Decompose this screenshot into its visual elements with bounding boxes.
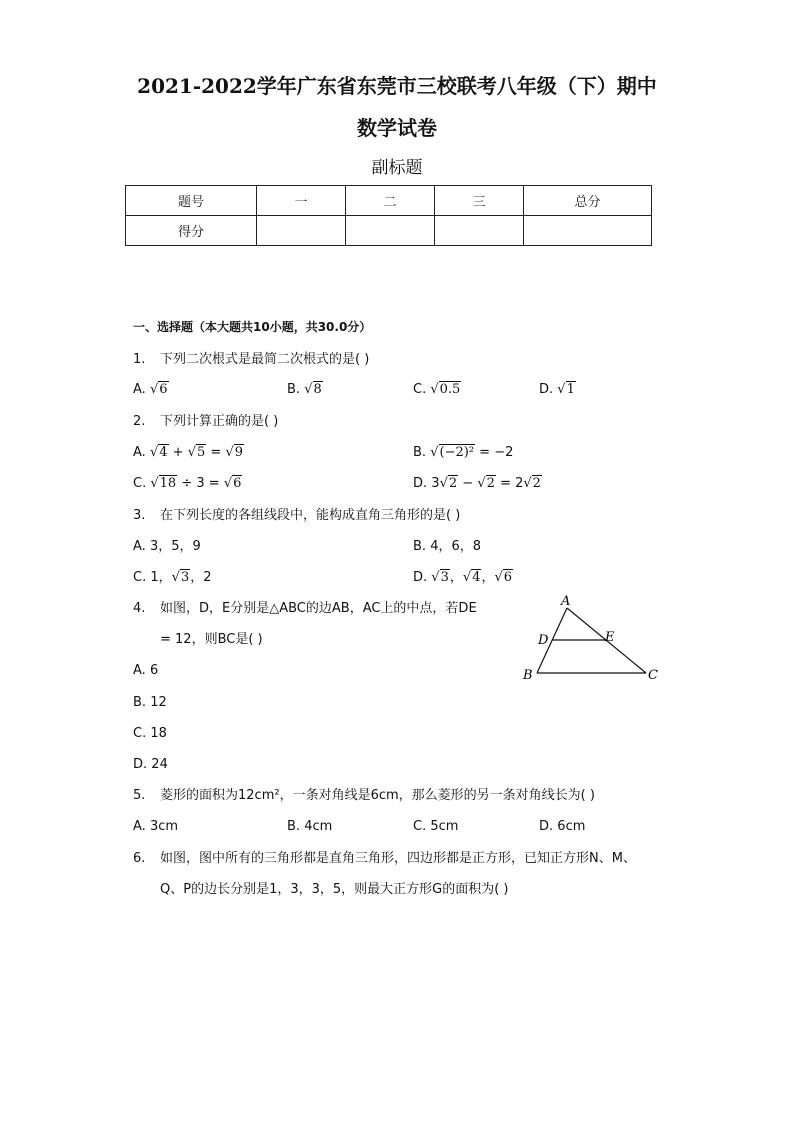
q5-option-c [413, 818, 458, 836]
option-label: D. [413, 476, 428, 491]
q3-option-a [133, 538, 201, 556]
q6-stem-line2: Q、P的边长分别是1，3，3，5，则最大正方形G的面积为( ) [160, 882, 509, 897]
radicand: 9 [234, 445, 244, 460]
radicand: 18 [159, 476, 177, 491]
radicand: 6 [503, 570, 513, 585]
score-header-cell: 一 [257, 186, 346, 216]
option-label: B. [287, 382, 301, 397]
radicand: 2 [448, 476, 458, 491]
sqrt-expression: √0.5 [430, 382, 461, 397]
q4-stem-line1: 如图，D，E分别是△ABC的边AB，AC上的中点，若DE [160, 601, 477, 616]
q2-number: 2. [133, 414, 146, 429]
q2-option-c [133, 475, 242, 493]
radicand: 0.5 [439, 382, 461, 397]
q5-option-a [133, 818, 178, 836]
option-label: B. [287, 819, 301, 834]
option-label: A. [133, 819, 146, 834]
sqrt-expression: √3 [431, 570, 449, 585]
radicand: 6 [159, 382, 168, 397]
q5-number: 5. [133, 788, 146, 803]
option-text: 24 [151, 757, 168, 772]
option-label: C. [413, 382, 427, 397]
minus-sign: − [462, 476, 474, 491]
q1-option-d [539, 381, 576, 399]
option-label: A. [133, 539, 146, 554]
equals-expression: = −2 [479, 445, 514, 460]
point-label-d: D [538, 633, 549, 648]
score-cell [524, 216, 652, 246]
q4-option-c [133, 725, 167, 743]
sqrt-expression: √4 [149, 445, 168, 460]
sqrt-expression: √4 [462, 570, 481, 585]
equals-expression: = 2 [500, 476, 524, 491]
radicand: 3 [440, 570, 449, 585]
q2-option-d [413, 475, 542, 493]
q4-option-b [133, 694, 167, 712]
score-table-header-row [126, 186, 652, 216]
option-label: D. [413, 570, 428, 585]
q3-option-b [413, 538, 481, 556]
score-header-cell: 题号 [126, 186, 257, 216]
separator: ， [449, 570, 463, 585]
option-label: D. [133, 757, 148, 772]
sqrt-expression: √18 [150, 476, 177, 491]
score-table [125, 185, 652, 246]
option-text: 4，6，8 [430, 539, 482, 554]
sqrt-expression: √9 [225, 445, 244, 460]
radicand: 2 [532, 476, 541, 491]
triangle-figure [515, 590, 665, 685]
radicand: 2 [486, 476, 495, 491]
radicand: 8 [313, 382, 322, 397]
score-cell [346, 216, 435, 246]
option-text: 6 [149, 663, 159, 678]
coefficient: 3 [431, 476, 440, 491]
q1-option-b [287, 381, 323, 399]
score-cell [257, 216, 346, 246]
sqrt-expression: √2 [523, 476, 541, 491]
separator: ， [481, 570, 495, 585]
q4-option-a [133, 662, 158, 680]
sqrt-expression: √5 [187, 445, 206, 460]
vertex-label-a: A [561, 594, 571, 609]
radicand: 4 [472, 570, 481, 585]
vertex-label-b: B [523, 668, 533, 683]
sqrt-expression: √2 [477, 476, 495, 491]
sqrt-expression: √8 [304, 382, 322, 397]
q3-option-c [133, 569, 212, 587]
option-label: D. [539, 819, 554, 834]
sqrt-expression: √6 [223, 476, 242, 491]
option-text: 5cm [430, 819, 459, 834]
option-label: B. [413, 539, 427, 554]
q1-number: 1. [133, 352, 146, 367]
option-text: 3cm [149, 819, 179, 834]
option-text: 18 [150, 726, 167, 741]
option-label: D. [539, 382, 554, 397]
option-text: 1， [150, 570, 172, 585]
q3-option-d [413, 569, 513, 587]
score-header-cell: 三 [435, 186, 524, 216]
score-header-cell: 二 [346, 186, 435, 216]
q2-option-a [133, 444, 244, 462]
vertex-label-c: C [648, 668, 658, 683]
q2-stem: 下列计算正确的是( ) [160, 414, 279, 429]
q6-number: 6. [133, 851, 146, 866]
division-expression: ÷ 3 = [181, 476, 220, 491]
q1-stem: 下列二次根式是最简二次根式的是( ) [160, 352, 370, 367]
q5-option-d [539, 818, 585, 836]
equals-sign: = [210, 445, 222, 460]
point-label-e: E [605, 630, 615, 645]
q5-stem: 菱形的面积为12cm²，一条对角线是6cm，那么菱形的另一条对角线长为( ) [160, 788, 595, 803]
radicand: 1 [566, 382, 575, 397]
q3-stem: 在下列长度的各组线段中，能构成直角三角形的是( ) [160, 508, 461, 523]
radicand: 5 [197, 445, 206, 460]
option-label: C. [133, 570, 147, 585]
radicand: 6 [233, 476, 242, 491]
sqrt-expression: √2 [439, 476, 458, 491]
sqrt-expression: √3 [171, 570, 190, 585]
q1-option-a [133, 381, 169, 399]
option-text: 6cm [557, 819, 586, 834]
option-label: A. [133, 445, 146, 460]
option-label: C. [413, 819, 427, 834]
option-text: ，2 [190, 570, 212, 585]
option-text: 4cm [304, 819, 333, 834]
q5-option-b [287, 818, 332, 836]
sqrt-expression: √(−2)² [430, 445, 475, 460]
radicand: 4 [159, 445, 168, 460]
section-heading: 一、选择题（本大题共10小题，共30.0分） [133, 320, 372, 334]
q4-option-d [133, 756, 168, 774]
exam-subtitle: 副标题 [371, 158, 423, 178]
radicand: (−2)² [439, 445, 475, 460]
option-label: C. [133, 476, 147, 491]
q4-number: 4. [133, 601, 146, 616]
option-label: C. [133, 726, 147, 741]
q2-option-b [413, 444, 513, 462]
sqrt-expression: √1 [557, 382, 575, 397]
option-text: 12 [150, 695, 167, 710]
option-label: B. [413, 445, 427, 460]
exam-title-line1: 2021-2022学年广东省东莞市三校联考八年级（下）期中 [137, 74, 657, 98]
exam-title-line2: 数学试卷 [357, 116, 437, 140]
option-label: A. [133, 663, 146, 678]
plus-sign: + [172, 445, 184, 460]
sqrt-expression: √6 [149, 382, 168, 397]
q3-number: 3. [133, 508, 146, 523]
score-cell [435, 216, 524, 246]
radicand: 3 [180, 570, 190, 585]
option-text: 3，5，9 [149, 539, 201, 554]
q1-option-c [413, 381, 461, 399]
q4-stem-line2: = 12，则BC是( ) [160, 632, 263, 647]
score-table-score-row [126, 216, 652, 246]
score-header-cell: 总分 [524, 186, 652, 216]
q6-stem-line1: 如图，图中所有的三角形都是直角三角形，四边形都是正方形，已知正方形N、M、 [160, 851, 636, 866]
option-label: A. [133, 382, 146, 397]
score-row-label: 得分 [126, 216, 257, 246]
sqrt-expression: √6 [494, 570, 513, 585]
option-label: B. [133, 695, 147, 710]
